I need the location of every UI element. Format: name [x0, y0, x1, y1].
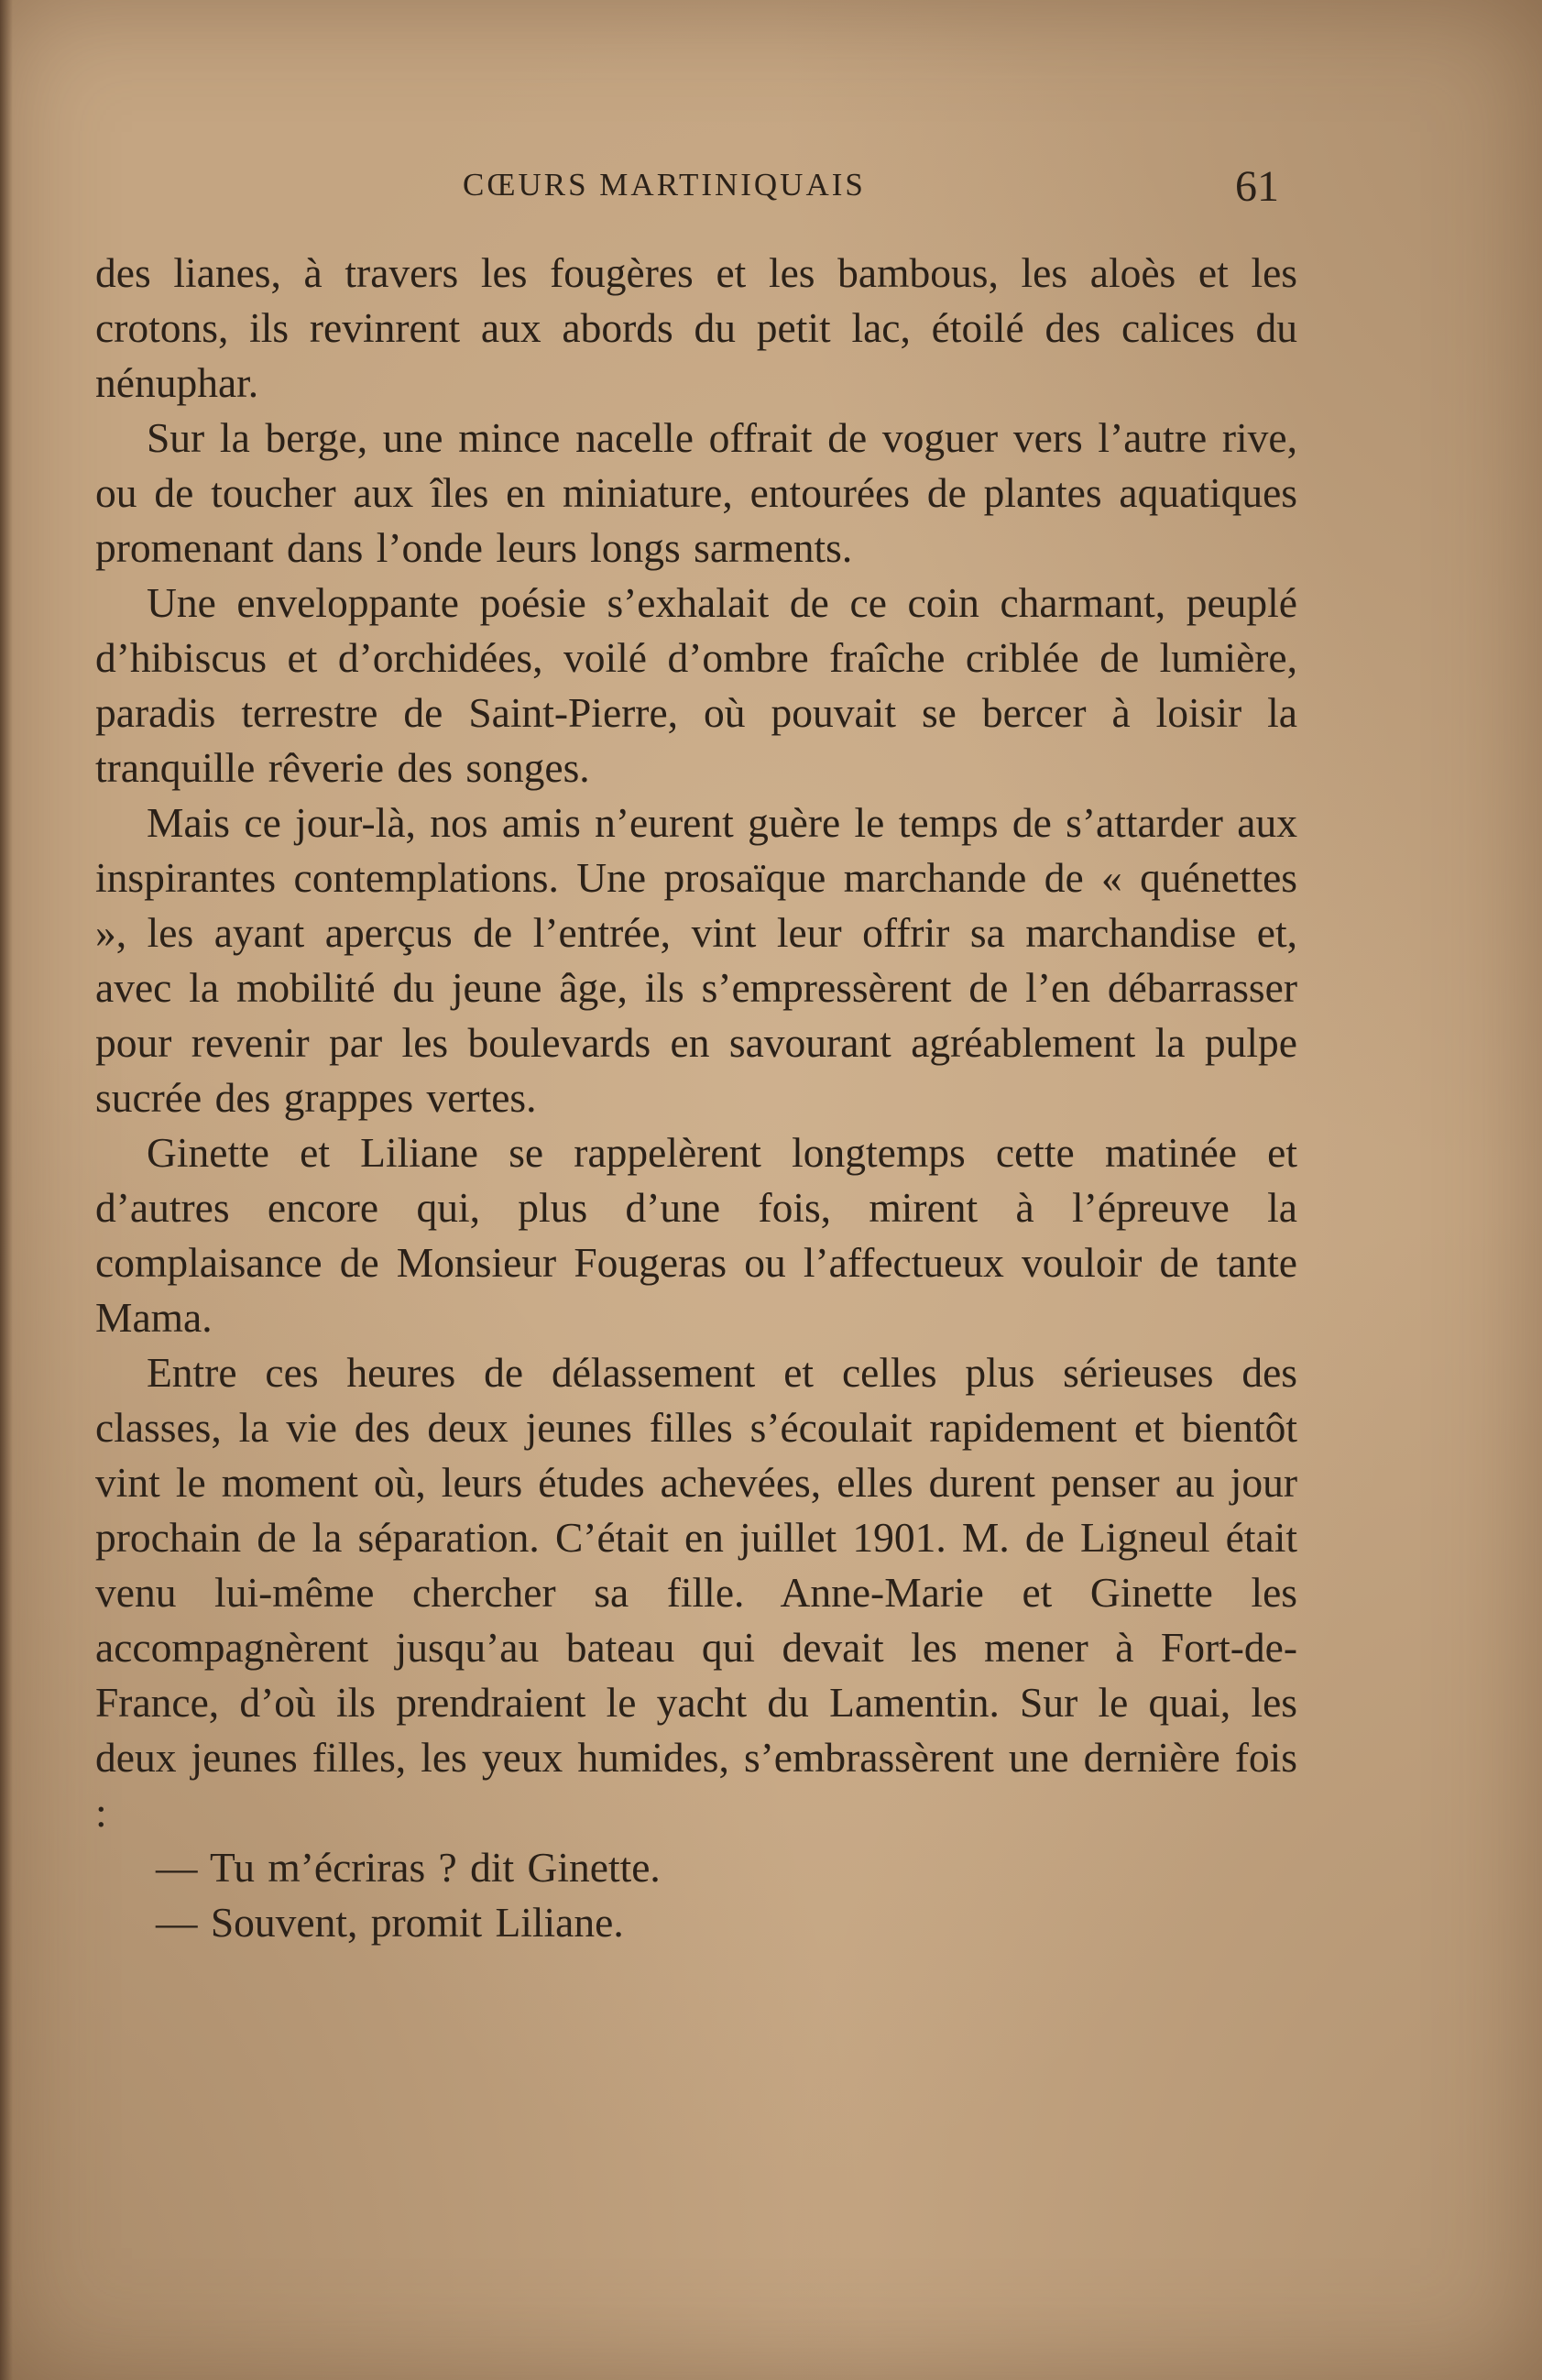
paragraph-berge: Sur la berge, une mince nacelle offrait de voguer vers l’autre rive, ou de toucher aux îles en miniature, entourées de plantes aquatiques promenant dans l’onde leurs longs sarments. — [95, 414, 1297, 571]
paragraph-matinee: Ginette et Liliane se rappelèrent longtemps cette matinée et d’autres encore qui, plus d’une fois, mirent à l’épreuve la complaisance de Monsieur Fougeras ou l’affectueux vouloir de tante Mama. — [95, 1129, 1297, 1341]
paragraph-separation: Entre ces heures de délassement et celles plus sérieuses des classes, la vie des deux jeunes filles s’écoulait rapidement et bientôt vint le moment où, leurs études achevées, elles durent penser au jour prochain de la séparation. C’était en juillet 1901. M. de Ligneul était venu lui-même chercher sa fille. Anne-Marie et Ginette les accompagnèrent jusqu’au bateau qui devait les mener à Fort-de-France, d’où ils prendraient le yacht du Lamentin. Sur le quai, les deux jeunes filles, les yeux humides, s’embrassèrent une dernière fois : — [95, 1349, 1297, 1836]
page-header — [0, 161, 1542, 216]
dialogue-line-liliane: — Souvent, promit Liliane. — [156, 1899, 624, 1946]
page-number: 61 — [1235, 162, 1279, 211]
dialogue-line-ginette: — Tu m’écriras ? dit Ginette. — [156, 1844, 661, 1891]
running-title: CŒURS MARTINIQUAIS — [463, 167, 866, 203]
paragraph-poesie: Une enveloppante poésie s’exhalait de ce coin charmant, peuplé d’hibiscus et d’orchidées, voilé d’ombre fraîche criblée de lumière, paradis terrestre de Saint-Pierre, où pouvait se bercer à loisir la tranquille rêverie des songes. — [95, 579, 1297, 791]
page-edge-shadow — [0, 0, 13, 2380]
paragraph-continuation: des lianes, à travers les fougères et les bambous, les aloès et les crotons, ils revinrent aux abords du petit lac, étoilé des calices du nénuphar. — [95, 249, 1297, 406]
paragraph-quenettes: Mais ce jour-là, nos amis n’eurent guère le temps de s’attarder aux inspirantes contemplations. Une prosaïque marchande de « quénettes », les ayant aperçus de l’entrée, vint leur offrir sa marchandise et, avec la mobilité du jeune âge, ils s’empressèrent de l’en débarrasser pour revenir par les boulevards en savourant agréablement la pulpe sucrée des grappes vertes. — [95, 799, 1297, 1121]
body-text — [95, 246, 1297, 1950]
